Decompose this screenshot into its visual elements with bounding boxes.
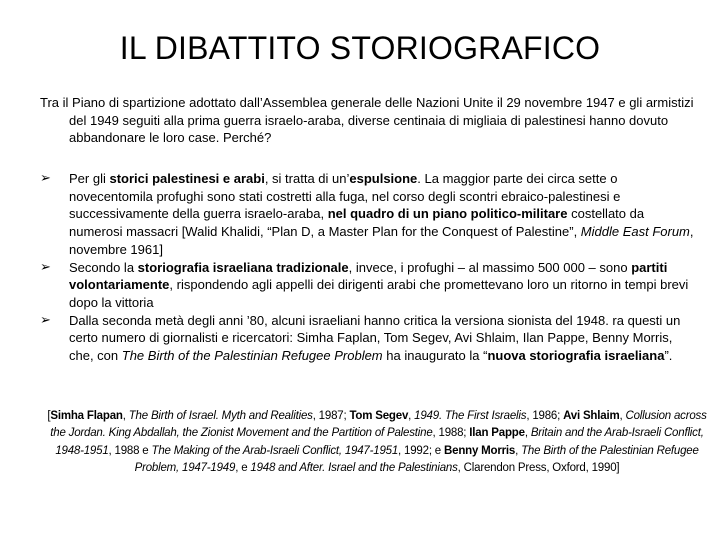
- ref-text: , 1988 e: [108, 444, 152, 457]
- ref-author: Avi Shlaim: [563, 410, 620, 422]
- arrow-bullet-icon: ➢: [40, 259, 51, 275]
- ref-text: , 1992; e: [398, 444, 445, 457]
- arrow-bullet-icon: ➢: [40, 312, 51, 328]
- bullet-citation-title: Middle East Forum: [580, 224, 690, 240]
- page-title: IL DIBATTITO STORIOGRAFICO: [119, 30, 601, 66]
- ref-text: ,: [122, 410, 129, 422]
- bullet-emphasis: partiti volontariamente: [69, 259, 668, 293]
- references-block: [44, 408, 710, 478]
- ref-author: Benny Morris: [444, 444, 516, 457]
- ref-text: ,: [408, 410, 415, 422]
- bullet-item-new-historians: [40, 312, 696, 365]
- bullet-item-palestinian-historians: [40, 170, 696, 259]
- ref-title: The Birth of Israel. Myth and Realities: [128, 410, 313, 422]
- ref-text: ,: [619, 410, 626, 422]
- ref-text: , 1988;: [432, 427, 470, 440]
- bullet-text: costellato da numerosi massacri [Walid Khalidi, “Plan D, a Master Plan for the Conquest of Palestine”,: [69, 206, 645, 240]
- bullet-text: Per gli: [69, 171, 110, 186]
- ref-title: 1948 and After. Israel and the Palestinians: [250, 462, 458, 475]
- bullet-text: ha inaugurato la “: [382, 348, 488, 364]
- bullet-citation-title: The Birth of the Palestinian Refugee Problem: [121, 348, 383, 364]
- bullet-emphasis: storiografia israeliana tradizionale: [137, 259, 349, 275]
- ref-author: Tom Segev: [349, 410, 409, 422]
- bullet-text: , invece, i profughi – al massimo 500 000 – sono: [348, 259, 632, 275]
- ref-text: , Clarendon Press, Oxford, 1990]: [457, 462, 620, 475]
- intro-paragraph: Tra il Piano di spartizione adottato dall’Assemblea generale delle Nazioni Unite il 29 novembre 1947 e gli armistizi del 1949 seguiti alla prima guerra israelo-araba, diverse centinaia di migliaia di palestinesi hanno dovuto abbandonare le loro case. Perché?: [40, 95, 694, 145]
- ref-text: , 1986;: [526, 410, 564, 422]
- bullet-text: . La maggior parte dei circa sette o novecentomila profughi sono stati costretti alla fuga, nel corso degli scontri ebraico-palestinesi e successivamente della guerra israelo-araba,: [69, 171, 621, 222]
- ref-title: The Making of the Arab-Israeli Conflict, 1947-1951: [151, 444, 399, 457]
- ref-title: Britain and the Arab-Israeli Conflict, 1948-1951: [55, 427, 704, 457]
- ref-author: Ilan Pappe: [469, 427, 525, 440]
- ref-title: 1949. The First Israelis: [414, 410, 527, 422]
- bullet-emphasis: storici palestinesi e arabi: [109, 171, 265, 186]
- ref-text: ,: [515, 444, 522, 457]
- arrow-bullet-icon: ➢: [40, 171, 51, 186]
- ref-text: , 1987;: [312, 410, 350, 422]
- bullet-emphasis: espulsione: [349, 171, 418, 186]
- ref-title: Collusion across the Jordan. King Abdallah, the Zionist Movement and the Partition of Palestine: [50, 410, 707, 440]
- bullet-emphasis: nuova storiografia israeliana: [487, 348, 665, 364]
- ref-text: ,: [524, 427, 531, 440]
- bullet-text: , rispondendo agli appelli dei dirigenti arabi che promettevano loro un ritorno in tempi brevi dopo la vittoria: [69, 277, 689, 310]
- ref-text: , e: [235, 462, 251, 475]
- bullet-list: [40, 170, 696, 365]
- ref-author: Simha Flapan: [50, 410, 123, 422]
- bullet-emphasis: nel quadro di un piano politico-militare: [327, 206, 568, 222]
- bullet-text: Secondo la: [69, 259, 138, 275]
- ref-text: [: [47, 410, 51, 422]
- bullet-text: , si tratta di un’: [264, 171, 350, 186]
- ref-title: The Birth of the Palestinian Refugee Problem, 1947-1949: [134, 444, 699, 475]
- bullet-item-traditional-israeli: [40, 259, 696, 312]
- bullet-text: Dalla seconda metà degli anni ’80, alcuni israeliani hanno critica la versiona sionista del 1948. ra questi un certo numero di giornalisti e ricercatori: Simha Faplan, Tom Segev, Avi Shlaim, Ilan Pappe, Benny Morris, che, con: [69, 312, 681, 364]
- bullet-text: ”.: [664, 348, 673, 364]
- bullet-text: , novembre 1961]: [69, 224, 694, 257]
